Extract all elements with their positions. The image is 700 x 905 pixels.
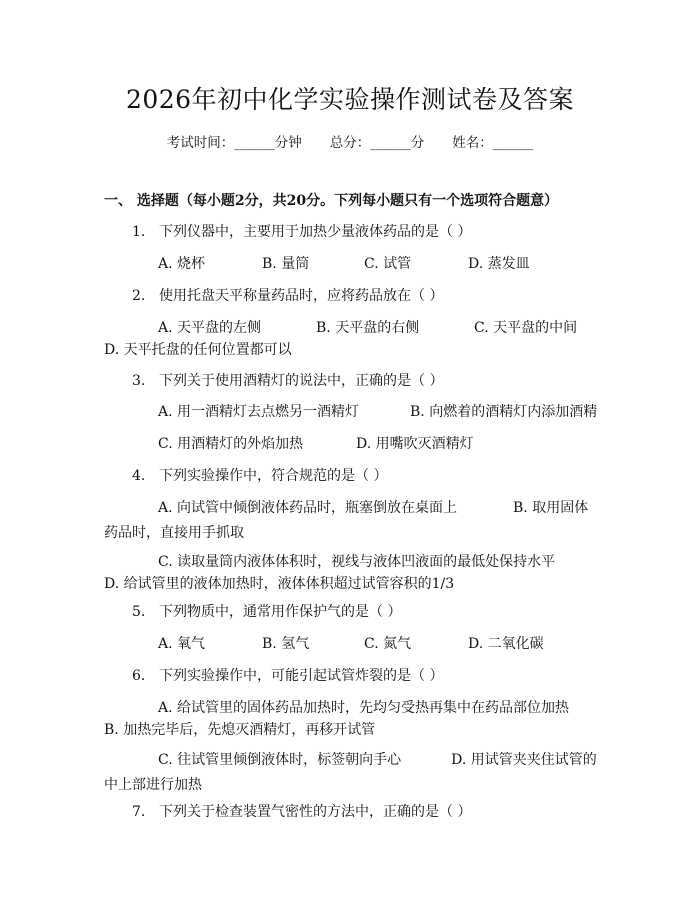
question-number: 6. — [132, 668, 146, 684]
option-d: D. 天平托盘的任何位置都可以 — [104, 342, 292, 358]
option-b: B. 天平盘的右侧 — [316, 320, 420, 336]
option-d: D. 用试管夹夹住试管的中上部进行加热 — [104, 752, 597, 793]
question-4 — [132, 466, 387, 486]
student-name: 姓名：______ — [452, 135, 534, 151]
question-text: 下列实验操作中，符合规范的是（ ） — [159, 468, 388, 484]
option-c: C. 试管 — [364, 256, 412, 272]
question-text: 下列实验操作中，可能引起试管炸裂的是（ ） — [159, 668, 444, 684]
question-number: 5. — [132, 604, 146, 620]
option-a: A. 向试管中倾倒液体药品时，瓶塞倒放在桌面上 — [158, 500, 458, 516]
option-a: A. 天平盘的左侧 — [158, 320, 262, 336]
total-score: 总分：______分 — [329, 135, 425, 151]
option-b: B. 向燃着的酒精灯内添加酒精 — [410, 404, 598, 420]
option-d: D. 蒸发皿 — [468, 256, 530, 272]
page-title: 2026年初中化学实验操作测试卷及答案 — [125, 85, 575, 114]
options-row-cd — [104, 748, 598, 798]
question-number: 2. — [132, 288, 146, 304]
question-number: 3. — [132, 373, 146, 389]
question-7 — [132, 802, 471, 822]
options-row-ab — [104, 496, 598, 546]
option-c: C. 用酒精灯的外焰加热 — [158, 436, 304, 452]
question-2 — [132, 286, 443, 306]
option-a: A. 烧杯 — [158, 256, 206, 272]
option-a: A. 用一酒精灯去点燃另一酒精灯 — [158, 404, 360, 420]
question-text: 使用托盘天平称量药品时，应将药品放在（ ） — [159, 288, 444, 304]
question-text: 下列关于检查装置气密性的方法中，正确的是（ ） — [159, 804, 472, 820]
exam-info — [0, 131, 700, 151]
question-6 — [132, 666, 443, 686]
question-3 — [132, 371, 443, 391]
option-c: C. 读取量筒内液体体积时，视线与液体凹液面的最低处保持水平 — [158, 554, 556, 570]
option-b: B. 加热完毕后，先熄灭酒精灯，再移开试管 — [104, 722, 376, 738]
option-c: C. 往试管里倾倒液体时，标签朝向手心 — [158, 752, 402, 768]
question-number: 1. — [132, 224, 146, 240]
question-5 — [132, 602, 401, 622]
question-number: 7. — [132, 804, 146, 820]
section-heading: 一、 选择题（每小题2分，共20分。下列每小题只有一个选项符合题意） — [104, 193, 559, 209]
option-c: C. 氮气 — [364, 636, 412, 652]
option-d: D. 用嘴吹灭酒精灯 — [356, 436, 474, 452]
question-text: 下列物质中，通常用作保护气的是（ ） — [159, 604, 402, 620]
option-c: C. 天平盘的中间 — [474, 320, 578, 336]
question-1 — [132, 222, 471, 242]
option-b: B. 量筒 — [262, 256, 310, 272]
option-b: B. 取用固体药品时，直接用手抓取 — [104, 500, 589, 541]
question-text: 下列关于使用酒精灯的说法中，正确的是（ ） — [159, 373, 444, 389]
option-b: B. 氢气 — [262, 636, 310, 652]
option-d: D. 二氧化碳 — [468, 636, 544, 652]
option-a: A. 氧气 — [158, 636, 206, 652]
option-d: D. 给试管里的液体加热时，液体体积超过试管容积的1/3 — [104, 576, 455, 592]
exam-time: 考试时间：______分钟 — [166, 135, 302, 151]
option-a: A. 给试管里的固体药品加热时，先均匀受热再集中在药品部位加热 — [158, 700, 570, 716]
question-text: 下列仪器中，主要用于加热少量液体药品的是（ ） — [159, 224, 472, 240]
question-number: 4. — [132, 468, 146, 484]
